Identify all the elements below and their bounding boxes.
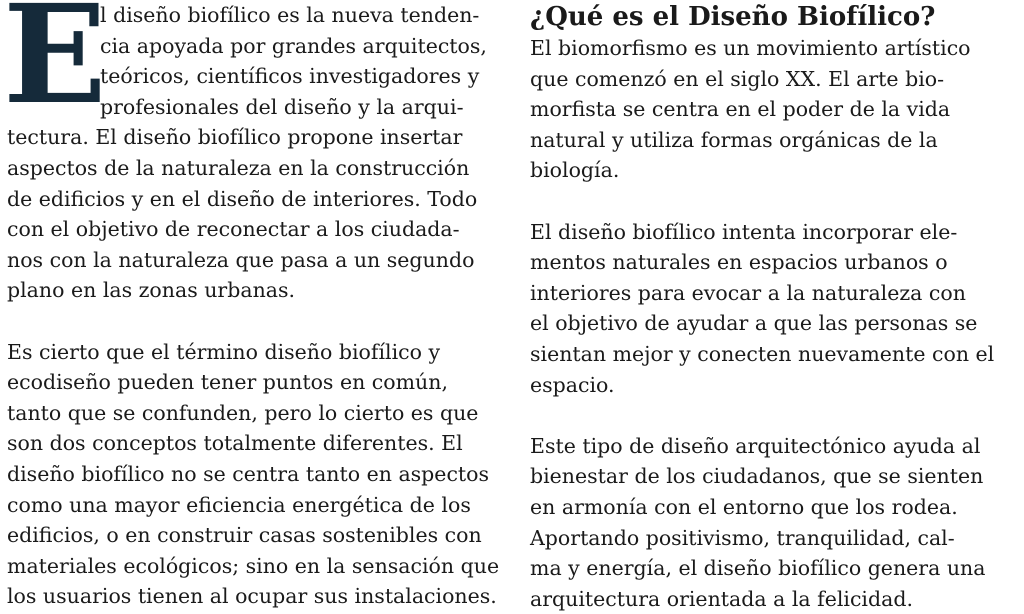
text-line: morfista se centra en el poder de la vida: [530, 97, 951, 122]
text-line: con el objetivo de reconectar a los ciudada-: [7, 217, 460, 242]
paragraph-gap: [530, 400, 1024, 431]
text-line: interiores para evocar a la naturaleza con: [530, 280, 966, 305]
text-line: natural y utiliza formas orgánicas de la: [530, 127, 938, 152]
text-line: Este tipo de diseño arquitectónico ayuda al: [530, 433, 981, 458]
text-line: el objetivo de ayudar a que las personas se: [530, 311, 978, 336]
text-line: l diseño biofílico es la nueva tenden-: [100, 3, 480, 27]
text-line: tanto que se confunden, pero lo cierto es que: [7, 400, 479, 425]
right-paragraph-3: [530, 431, 1024, 614]
left-paragraph-2: [7, 337, 502, 612]
text-line: profesionales del diseño y la arqui-: [100, 94, 464, 119]
text-line: teóricos, científicos investigadores y: [100, 64, 480, 89]
text-line: ma y energía, el diseño biofílico genera una: [530, 556, 986, 581]
text-line: son dos conceptos totalmente diferentes. El: [7, 431, 463, 456]
text-line: los usuarios tienen al ocupar sus instalaciones.: [7, 584, 497, 609]
drop-cap-box: [3, 0, 107, 135]
text-line: nos con la naturaleza que pasa a un segundo: [7, 247, 475, 272]
text-line: biología.: [530, 158, 620, 183]
text-line: aspectos de la naturaleza en la construcción: [7, 155, 470, 180]
right-paragraph-1: [530, 33, 1024, 186]
text-line: mentos naturales en espacios urbanos o: [530, 250, 948, 275]
text-line: como una mayor eficiencia energética de los: [7, 492, 471, 517]
text-line: que comenzó en el siglo XX. El arte bio-: [530, 66, 945, 91]
text-line: diseño biofílico no se centra tanto en aspectos: [7, 461, 490, 486]
right-column: [530, 0, 1024, 614]
left-column: [3, 0, 502, 612]
text-line: plano en las zonas urbanas.: [7, 278, 296, 303]
text-line: bienestar de los ciudadanos, que se sienten: [530, 464, 984, 489]
text-line: sientan mejor y conecten nuevamente con el: [530, 341, 995, 366]
text-line: en armonía con el entorno que los rodea.: [530, 494, 958, 519]
text-line: El diseño biofílico intenta incorporar ele-: [530, 219, 958, 244]
text-line: ecodiseño pueden tener puntos en común,: [7, 370, 448, 395]
right-paragraph-2: [530, 217, 1024, 401]
text-line: edificios, o en construir casas sostenibles con: [7, 523, 482, 548]
text-line: Es cierto que el término diseño biofílico y: [7, 339, 441, 364]
text-line: espacio.: [530, 372, 615, 397]
drop-cap-letter: E: [3, 0, 107, 135]
paragraph-gap: [530, 186, 1024, 217]
text-line: arquitectura orientada a la felicidad.: [530, 586, 913, 611]
text-line: tectura. El diseño biofílico propone insertar: [7, 125, 463, 150]
section-heading: ¿Qué es el Diseño Biofílico?: [530, 2, 936, 32]
text-line: de edificios y en el diseño de interiores. Todo: [7, 186, 478, 211]
text-line: El biomorfismo es un movimiento artístico: [530, 36, 971, 60]
text-line: materiales ecológicos; sino en la sensación que: [7, 553, 500, 578]
text-line: Aportando positivismo, tranquilidad, cal-: [530, 525, 955, 550]
paragraph-gap: [7, 306, 502, 337]
text-line: cia apoyada por grandes arquitectos,: [100, 33, 487, 58]
